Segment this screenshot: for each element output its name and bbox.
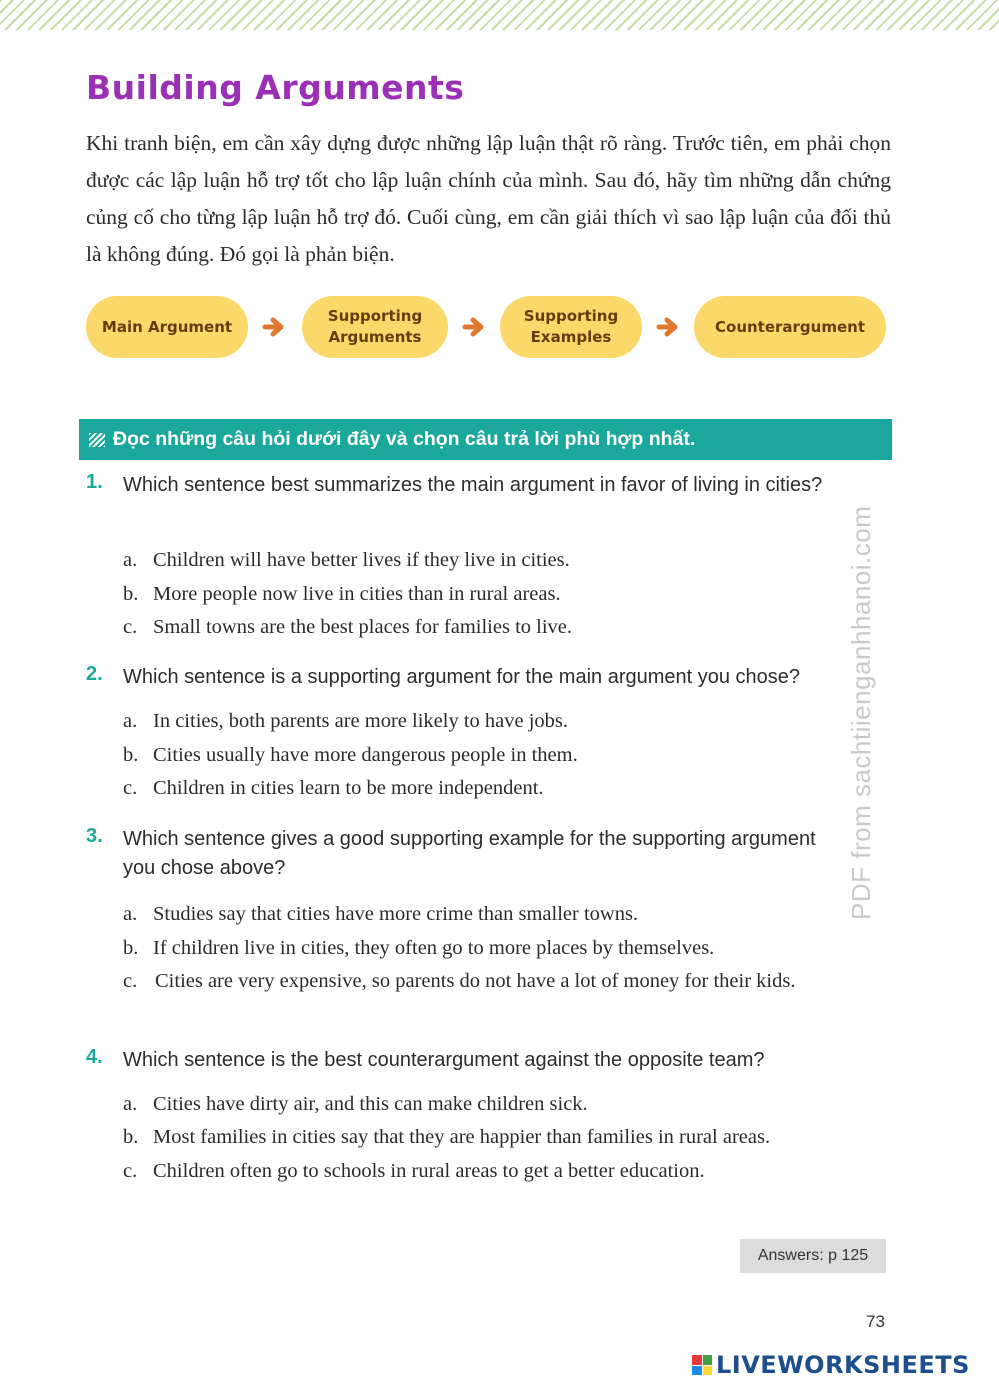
flow-label: Counterargument (715, 317, 865, 336)
option-3c[interactable] (123, 968, 868, 995)
option-letter: a. (123, 903, 138, 925)
option-letter: c. (123, 1160, 138, 1182)
question-text: Which sentence best summarizes the main argument in favor of living in cities? (123, 474, 823, 496)
option-4c[interactable] (123, 1158, 893, 1185)
page-number: 73 (866, 1312, 885, 1331)
arrow-right-icon (656, 314, 682, 340)
flow-step-main-argument (86, 296, 248, 358)
top-hatch-border (0, 0, 999, 30)
question-number: 1. (86, 471, 103, 493)
instruction-bar (79, 419, 892, 460)
option-text: Small towns are the best places for families to live. (153, 616, 572, 638)
option-1c[interactable] (123, 614, 893, 641)
option-text: Cities are very expensive, so parents do not have a lot of money for their kids. (155, 970, 796, 992)
liveworksheets-logo-icon (692, 1355, 712, 1375)
answers-reference: Answers: p 125 (740, 1239, 886, 1273)
option-letter: a. (123, 710, 138, 732)
hatch-icon (89, 433, 105, 447)
option-3b[interactable] (123, 935, 893, 962)
worksheet-page (0, 30, 999, 1388)
brand-name: LIVEWORKSHEETS (716, 1351, 970, 1379)
option-letter: c. (123, 616, 138, 638)
question-text: Which sentence is a supporting argument for the main argument you chose? (123, 666, 801, 688)
option-letter: b. (123, 937, 139, 959)
option-text: Cities have dirty air, and this can make children sick. (153, 1093, 588, 1115)
question-number: 4. (86, 1046, 103, 1068)
flow-step-supporting-arguments (302, 296, 448, 358)
option-text: In cities, both parents are more likely to have jobs. (153, 710, 569, 732)
flow-step-counterargument (694, 296, 886, 358)
liveworksheets-brand[interactable] (692, 1350, 970, 1380)
instruction-text: Đọc những câu hỏi dưới đây và chọn câu trả lời phù hợp nhất. (113, 428, 696, 450)
option-3a[interactable] (123, 901, 893, 928)
watermark: PDF from sachtiienganhhanoi.com (846, 505, 876, 920)
arrow-right-icon (262, 314, 288, 340)
question-text: Which sentence is the best counterargument against the opposite team? (123, 1049, 765, 1071)
question-text: Which sentence gives a good supporting example for the supporting argument you chose above? (123, 828, 816, 879)
option-text: Children in cities learn to be more independent. (153, 777, 544, 799)
intro-paragraph: Khi tranh biện, em cần xây dựng được những lập luận thật rõ ràng. Trước tiên, em phải chọn được các lập luận hỗ trợ tốt cho lập luận chính của mình. Sau đó, hãy tìm những dẫn chứng củng cố cho từng lập luận hỗ trợ đó. Cuối cùng, em cần giải thích vì sao lập luận của đối thủ là không đúng. Đó gọi là phản biện. (86, 131, 891, 266)
option-text: Children often go to schools in rural areas to get a better education. (153, 1160, 705, 1182)
option-2a[interactable] (123, 708, 893, 735)
flow-label: Arguments (328, 328, 422, 346)
option-2b[interactable] (123, 742, 893, 769)
question-number: 3. (86, 825, 103, 847)
option-letter: b. (123, 744, 139, 766)
option-text: Cities usually have more dangerous people in them. (153, 744, 578, 766)
option-text: Studies say that cities have more crime than smaller towns. (153, 903, 639, 925)
option-letter: a. (123, 549, 138, 571)
arrow-right-icon (462, 314, 488, 340)
flow-label: Main Argument (101, 317, 233, 336)
option-1a[interactable] (123, 547, 893, 574)
option-letter: c. (123, 970, 138, 992)
flow-step-supporting-examples (500, 296, 642, 358)
option-letter: c. (123, 777, 138, 799)
question-number: 2. (86, 663, 103, 685)
flow-label: Supporting (523, 307, 619, 325)
option-text: More people now live in cities than in rural areas. (153, 583, 561, 605)
option-1b[interactable] (123, 581, 893, 608)
option-text: Most families in cities say that they are happier than families in rural areas. (153, 1126, 771, 1148)
option-text: Children will have better lives if they live in cities. (153, 549, 570, 571)
option-4b[interactable] (123, 1124, 893, 1151)
flow-label: Supporting (327, 307, 423, 325)
page-title: Building Arguments (86, 68, 465, 107)
option-2c[interactable] (123, 775, 893, 802)
option-letter: b. (123, 1126, 139, 1148)
option-letter: a. (123, 1093, 138, 1115)
flow-label: Examples (530, 328, 612, 346)
option-4a[interactable] (123, 1091, 893, 1118)
option-text: If children live in cities, they often go to more places by themselves. (153, 937, 715, 959)
option-letter: b. (123, 583, 139, 605)
